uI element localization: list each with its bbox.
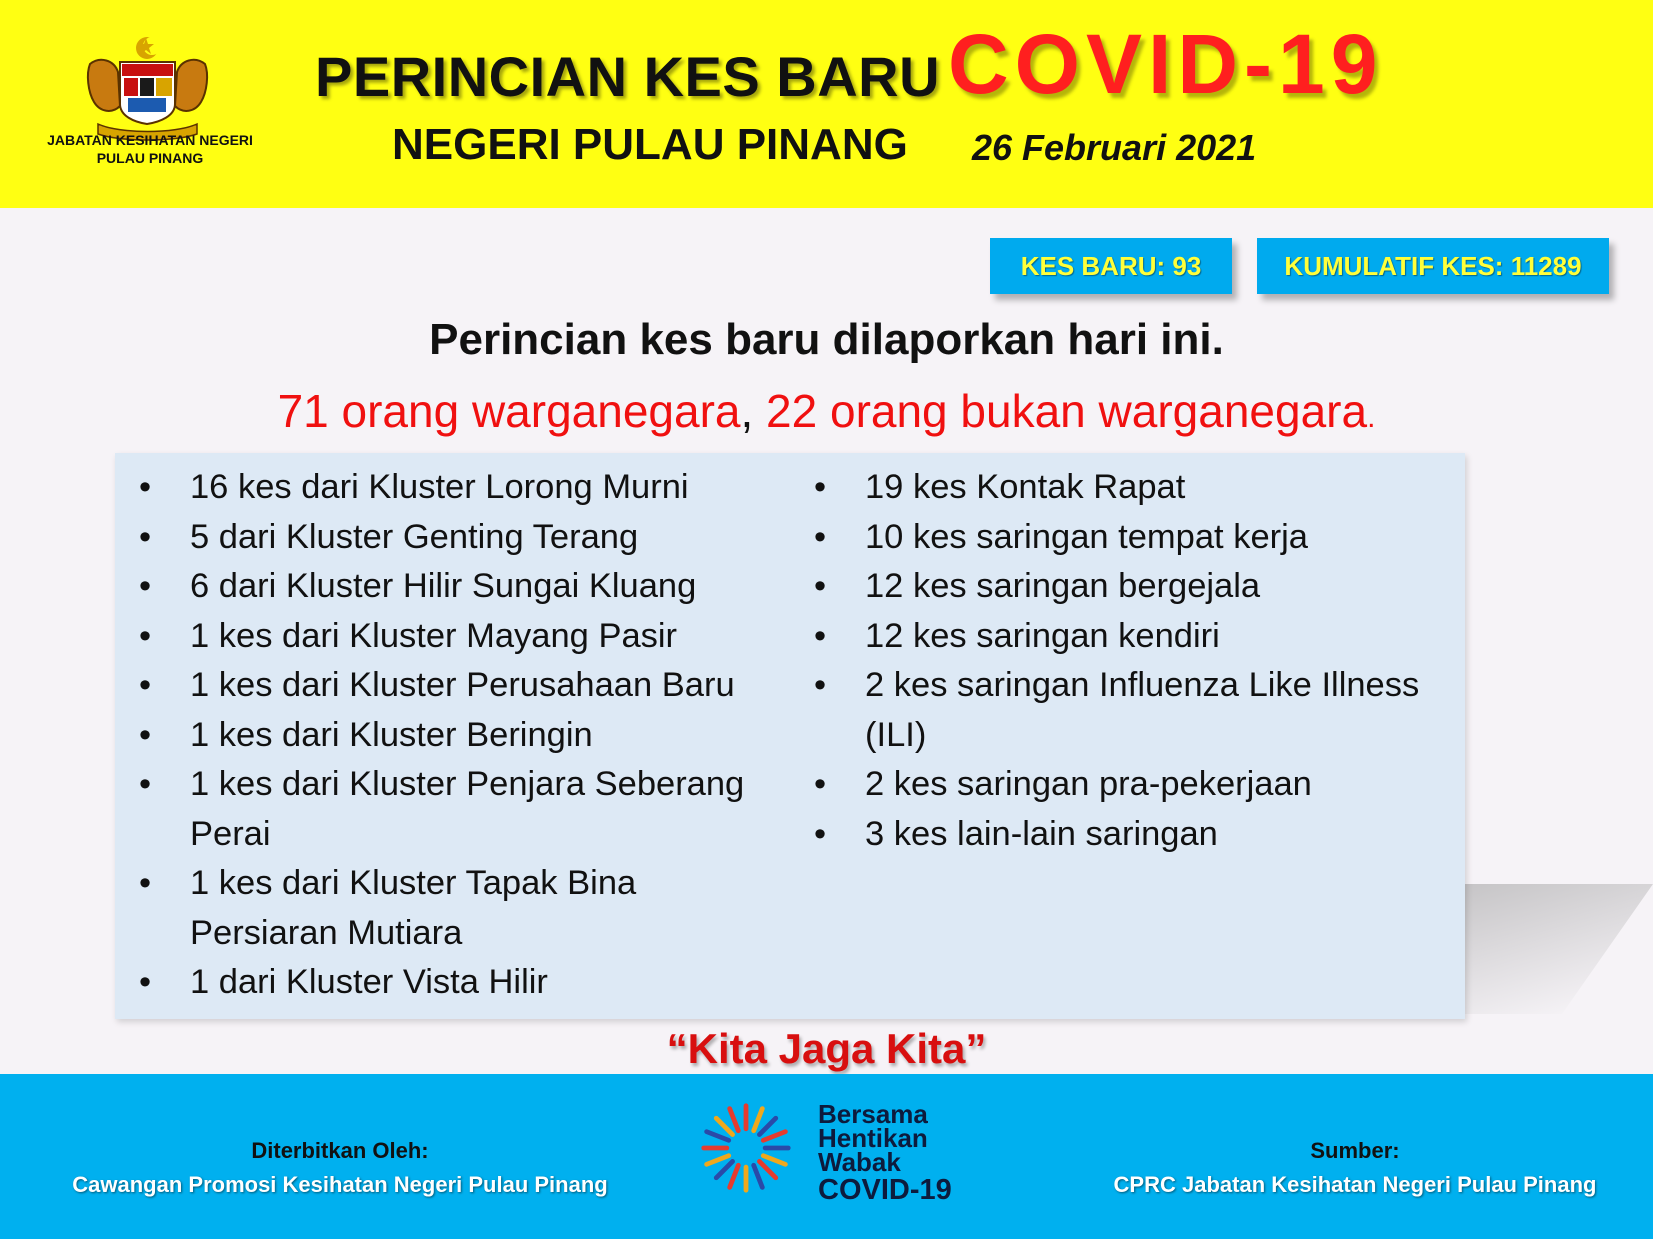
campaign-sunburst-logo-icon <box>698 1100 794 1196</box>
cluster-case-list <box>130 463 790 1008</box>
malaysia-coat-of-arms-icon <box>80 34 215 144</box>
campaign-line3: Wabak <box>818 1147 901 1177</box>
bullet-icon: • <box>138 963 152 1001</box>
list-item-text: 1 dari Kluster Vista Hilir <box>190 963 548 1001</box>
slogan: “Kita Jaga Kita” <box>666 1025 987 1072</box>
list-item-text: 19 kes Kontak Rapat <box>865 468 1186 506</box>
state-title: NEGERI PULAU PINANG <box>392 120 908 169</box>
report-date: 26 Februari 2021 <box>972 127 1257 168</box>
list-item <box>130 463 790 513</box>
source-block <box>1080 1134 1630 1202</box>
citizens-count: 71 orang warganegara <box>277 385 741 437</box>
campaign-line2: Hentikan <box>818 1123 928 1153</box>
list-item <box>130 760 790 859</box>
bullet-icon: • <box>813 765 827 803</box>
bullet-icon: • <box>138 715 152 754</box>
department-name <box>20 131 280 167</box>
breakdown-period: . <box>1367 401 1376 434</box>
list-item <box>130 859 790 958</box>
list-item <box>130 661 790 711</box>
publisher-block <box>30 1134 650 1202</box>
list-item <box>805 760 1460 810</box>
list-item-text: 12 kes saringan bergejala <box>865 567 1261 605</box>
list-item <box>805 513 1460 563</box>
list-item-text: 5 dari Kluster Genting Terang <box>190 517 639 556</box>
page-title: PERINCIAN KES BARU <box>315 45 941 108</box>
bullet-icon: • <box>813 814 827 853</box>
footer <box>0 1074 1653 1239</box>
publisher-name: Cawangan Promosi Kesihatan Negeri Pulau Pinang <box>72 1172 608 1197</box>
list-item <box>805 562 1460 612</box>
list-item-text: 12 kes saringan kendiri <box>865 616 1220 655</box>
bullet-icon: • <box>138 616 152 655</box>
cumulative-cases-badge: KUMULATIF KES: 11289 <box>1257 238 1609 294</box>
publisher-label: Diterbitkan Oleh: <box>251 1138 429 1163</box>
bullet-icon: • <box>813 616 827 655</box>
list-item-text: 1 kes dari Kluster Perusahaan Baru <box>190 666 735 704</box>
bullet-icon: • <box>138 567 152 605</box>
list-item <box>130 562 790 612</box>
source-name: CPRC Jabatan Kesihatan Negeri Pulau Pinang <box>1113 1172 1597 1197</box>
list-item-text: 3 kes lain-lain saringan <box>865 814 1218 853</box>
list-item <box>805 463 1460 513</box>
source-label: Sumber: <box>1310 1138 1400 1163</box>
bullet-icon: • <box>138 468 152 506</box>
list-item <box>805 661 1460 760</box>
bullet-icon: • <box>813 567 827 605</box>
bullet-icon: • <box>138 666 152 704</box>
department-name-line2: PULAU PINANG <box>96 150 204 166</box>
header-banner <box>0 0 1653 208</box>
list-item-text: 10 kes saringan tempat kerja <box>865 517 1308 556</box>
campaign-line4: COVID-19 <box>818 1174 952 1206</box>
case-breakdown-box <box>115 453 1465 1019</box>
non-citizens-count: 22 orang bukan warganegara <box>766 385 1368 437</box>
citizenship-breakdown <box>0 384 1653 438</box>
bullet-icon: • <box>813 517 827 556</box>
covid-title: COVID-19 <box>948 17 1384 111</box>
screening-case-list <box>805 463 1460 859</box>
headline: Perincian kes baru dilaporkan hari ini. <box>429 315 1224 364</box>
bullet-icon: • <box>138 864 152 902</box>
list-item <box>130 711 790 761</box>
breakdown-separator: , <box>740 385 754 437</box>
bullet-icon: • <box>138 517 152 556</box>
list-item-text: 2 kes saringan pra-pekerjaan <box>865 765 1312 803</box>
list-item-text: 1 kes dari Kluster Mayang Pasir <box>190 616 678 655</box>
bullet-icon: • <box>138 765 152 803</box>
campaign-text <box>818 1099 952 1206</box>
list-item-text: 6 dari Kluster Hilir Sungai Kluang <box>190 567 697 605</box>
new-cases-badge: KES BARU: 93 <box>990 238 1232 294</box>
list-item <box>805 810 1460 860</box>
bullet-icon: • <box>813 666 827 704</box>
list-item-text: 1 kes dari Kluster Beringin <box>190 715 593 754</box>
list-item <box>805 612 1460 662</box>
department-name-line1: JABATAN KESIHATAN NEGERI <box>47 132 253 148</box>
list-item <box>130 958 790 1008</box>
list-item-text: 16 kes dari Kluster Lorong Murni <box>190 468 689 506</box>
list-item-text: 2 kes saringan Influenza Like Illness (ILI) <box>865 666 1420 754</box>
bullet-icon: • <box>813 468 827 506</box>
campaign-line1: Bersama <box>818 1099 928 1129</box>
list-item <box>130 612 790 662</box>
list-item-text: 1 kes dari Kluster Tapak Bina Persiaran Mutiara <box>190 864 637 952</box>
list-item-text: 1 kes dari Kluster Penjara Seberang Perai <box>190 765 745 853</box>
list-item <box>130 513 790 563</box>
